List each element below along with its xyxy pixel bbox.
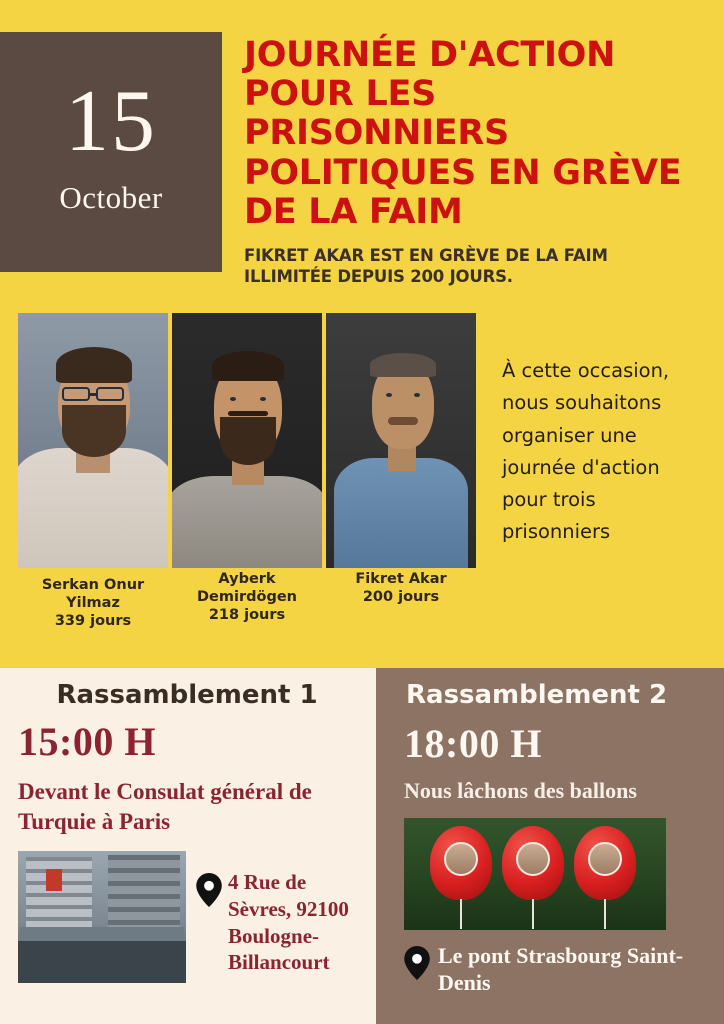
event-2-time: 18:00 H <box>404 721 542 766</box>
date-box <box>0 32 222 272</box>
prisoner-days-3: 200 jours <box>362 589 440 606</box>
event-1-place: Devant le Consulat général de Turquie à Paris <box>18 779 312 834</box>
map-pin-icon <box>196 873 222 907</box>
event-1-time: 15:00 H <box>18 719 156 764</box>
event-2-address-row <box>400 942 706 997</box>
event-2-place: Nous lâchons des ballons <box>404 778 637 803</box>
date-month: October <box>59 179 163 215</box>
event-panel-1 <box>0 668 376 1024</box>
event-2-address: Le pont Strasbourg Saint-Denis <box>438 942 684 996</box>
prisoner-card <box>172 313 322 630</box>
headline-block <box>222 32 696 287</box>
prisoner-days-1: 339 jours <box>54 613 132 630</box>
balloons-photo <box>404 818 666 930</box>
map-pin-icon <box>404 946 430 980</box>
prisoner-photo-3 <box>326 313 476 568</box>
event-1-title: Rassamblement 1 <box>56 680 318 710</box>
event-1-address: 4 Rue de Sèvres, 92100 Boulogne-Billancourt <box>228 869 349 975</box>
page-title: JOURNÉE D'ACTION POUR LES PRISONNIERS POLITIQUES EN GRÈVE DE LA FAIM <box>244 35 682 232</box>
prisoner-card <box>18 313 168 630</box>
poster-header <box>0 0 724 287</box>
prisoner-name-1: Serkan Onur Yilmaz <box>41 577 145 612</box>
street-photo <box>18 851 186 983</box>
prisoner-photo-1 <box>18 313 168 568</box>
side-note: À cette occasion, nous souhaitons organiser une journée d'action pour trois prisonniers <box>502 359 670 544</box>
prisoner-name-3: Fikret Akar <box>355 571 447 588</box>
event-1-location-block <box>18 851 356 983</box>
date-day: 15 <box>65 73 157 171</box>
prisoner-name-2: Ayberk Demirdögen <box>197 571 297 606</box>
prisoner-card <box>326 313 476 630</box>
events-section <box>0 668 724 1024</box>
prisoner-photos <box>18 313 476 630</box>
prisoners-section <box>0 287 724 630</box>
prisoner-days-2: 218 jours <box>208 607 286 624</box>
event-1-address-row <box>196 851 356 983</box>
prisoner-photo-2 <box>172 313 322 568</box>
subtitle: FIKRET AKAR EST EN GRÈVE DE LA FAIM ILLIMITÉE DEPUIS 200 JOURS. <box>244 245 608 286</box>
event-panel-2 <box>376 668 724 1024</box>
event-2-title: Rassamblement 2 <box>406 680 668 710</box>
